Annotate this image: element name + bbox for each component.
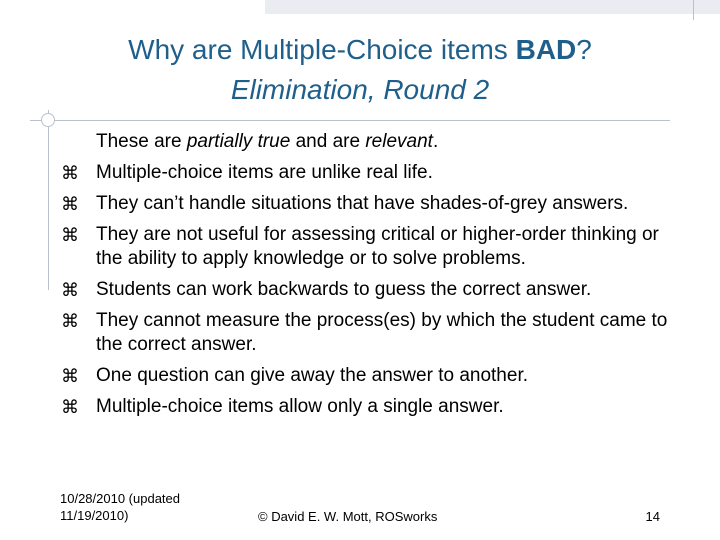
bullet-text: They cannot measure the process(es) by which the student came to the correct answer.	[96, 310, 668, 355]
bullet-item	[58, 395, 678, 419]
bullet-item	[58, 364, 678, 388]
bullet-text: They are not useful for assessing critical or higher-order thinking or the ability to apply knowledge or to solve problems.	[96, 224, 659, 269]
footer-date	[60, 490, 230, 524]
bullet-item	[58, 161, 678, 185]
slide-content	[58, 130, 678, 426]
footer-date-line: 11/19/2010)	[60, 508, 129, 523]
decorative-circle	[41, 113, 55, 127]
bullet-text: They can’t handle situations that have shades-of-grey answers.	[96, 193, 629, 214]
footer-copyright: © David E. W. Mott, ROSworks	[258, 509, 438, 524]
bullet-item	[58, 223, 678, 271]
bullet-text: Multiple-choice items allow only a single answer.	[96, 396, 504, 417]
bullet-item	[58, 278, 678, 302]
bullet-item	[58, 192, 678, 216]
bullet-icon: ⌘	[61, 163, 79, 183]
intro-line	[58, 130, 678, 154]
bullet-icon: ⌘	[61, 311, 79, 331]
bullet-text: Students can work backwards to guess the correct answer.	[96, 279, 592, 300]
decorative-top-bar	[265, 0, 720, 14]
bullet-text: Multiple-choice items are unlike real life.	[96, 162, 433, 183]
decorative-right-line	[693, 0, 694, 20]
bullet-icon: ⌘	[61, 397, 79, 417]
bullet-text: One question can give away the answer to another.	[96, 365, 528, 386]
page-number: 14	[645, 509, 660, 524]
intro-emphasis-relevant: relevant	[365, 131, 433, 152]
title-line	[60, 30, 660, 70]
title-emphasis: BAD	[515, 34, 577, 65]
bullet-icon: ⌘	[61, 280, 79, 300]
bullet-icon: ⌘	[61, 366, 79, 386]
title-question-mark: ?	[576, 34, 592, 65]
slide-title	[60, 30, 660, 110]
title-text: Why are Multiple-Choice items	[128, 34, 516, 65]
decorative-horizontal-line	[30, 120, 670, 121]
intro-text: and are	[290, 131, 366, 152]
bullet-icon: ⌘	[61, 225, 79, 245]
footer-date-line: 10/28/2010 (updated	[60, 491, 180, 506]
bullet-list	[58, 161, 678, 419]
slide-subtitle: Elimination, Round 2	[230, 74, 490, 105]
bullet-item	[58, 309, 678, 357]
bullet-icon: ⌘	[61, 194, 79, 214]
intro-period: .	[432, 131, 439, 152]
intro-text: These are	[96, 131, 187, 152]
decorative-vertical-line	[48, 110, 49, 290]
intro-emphasis-partially-true: partially true	[186, 131, 291, 152]
slide-footer	[0, 490, 720, 530]
